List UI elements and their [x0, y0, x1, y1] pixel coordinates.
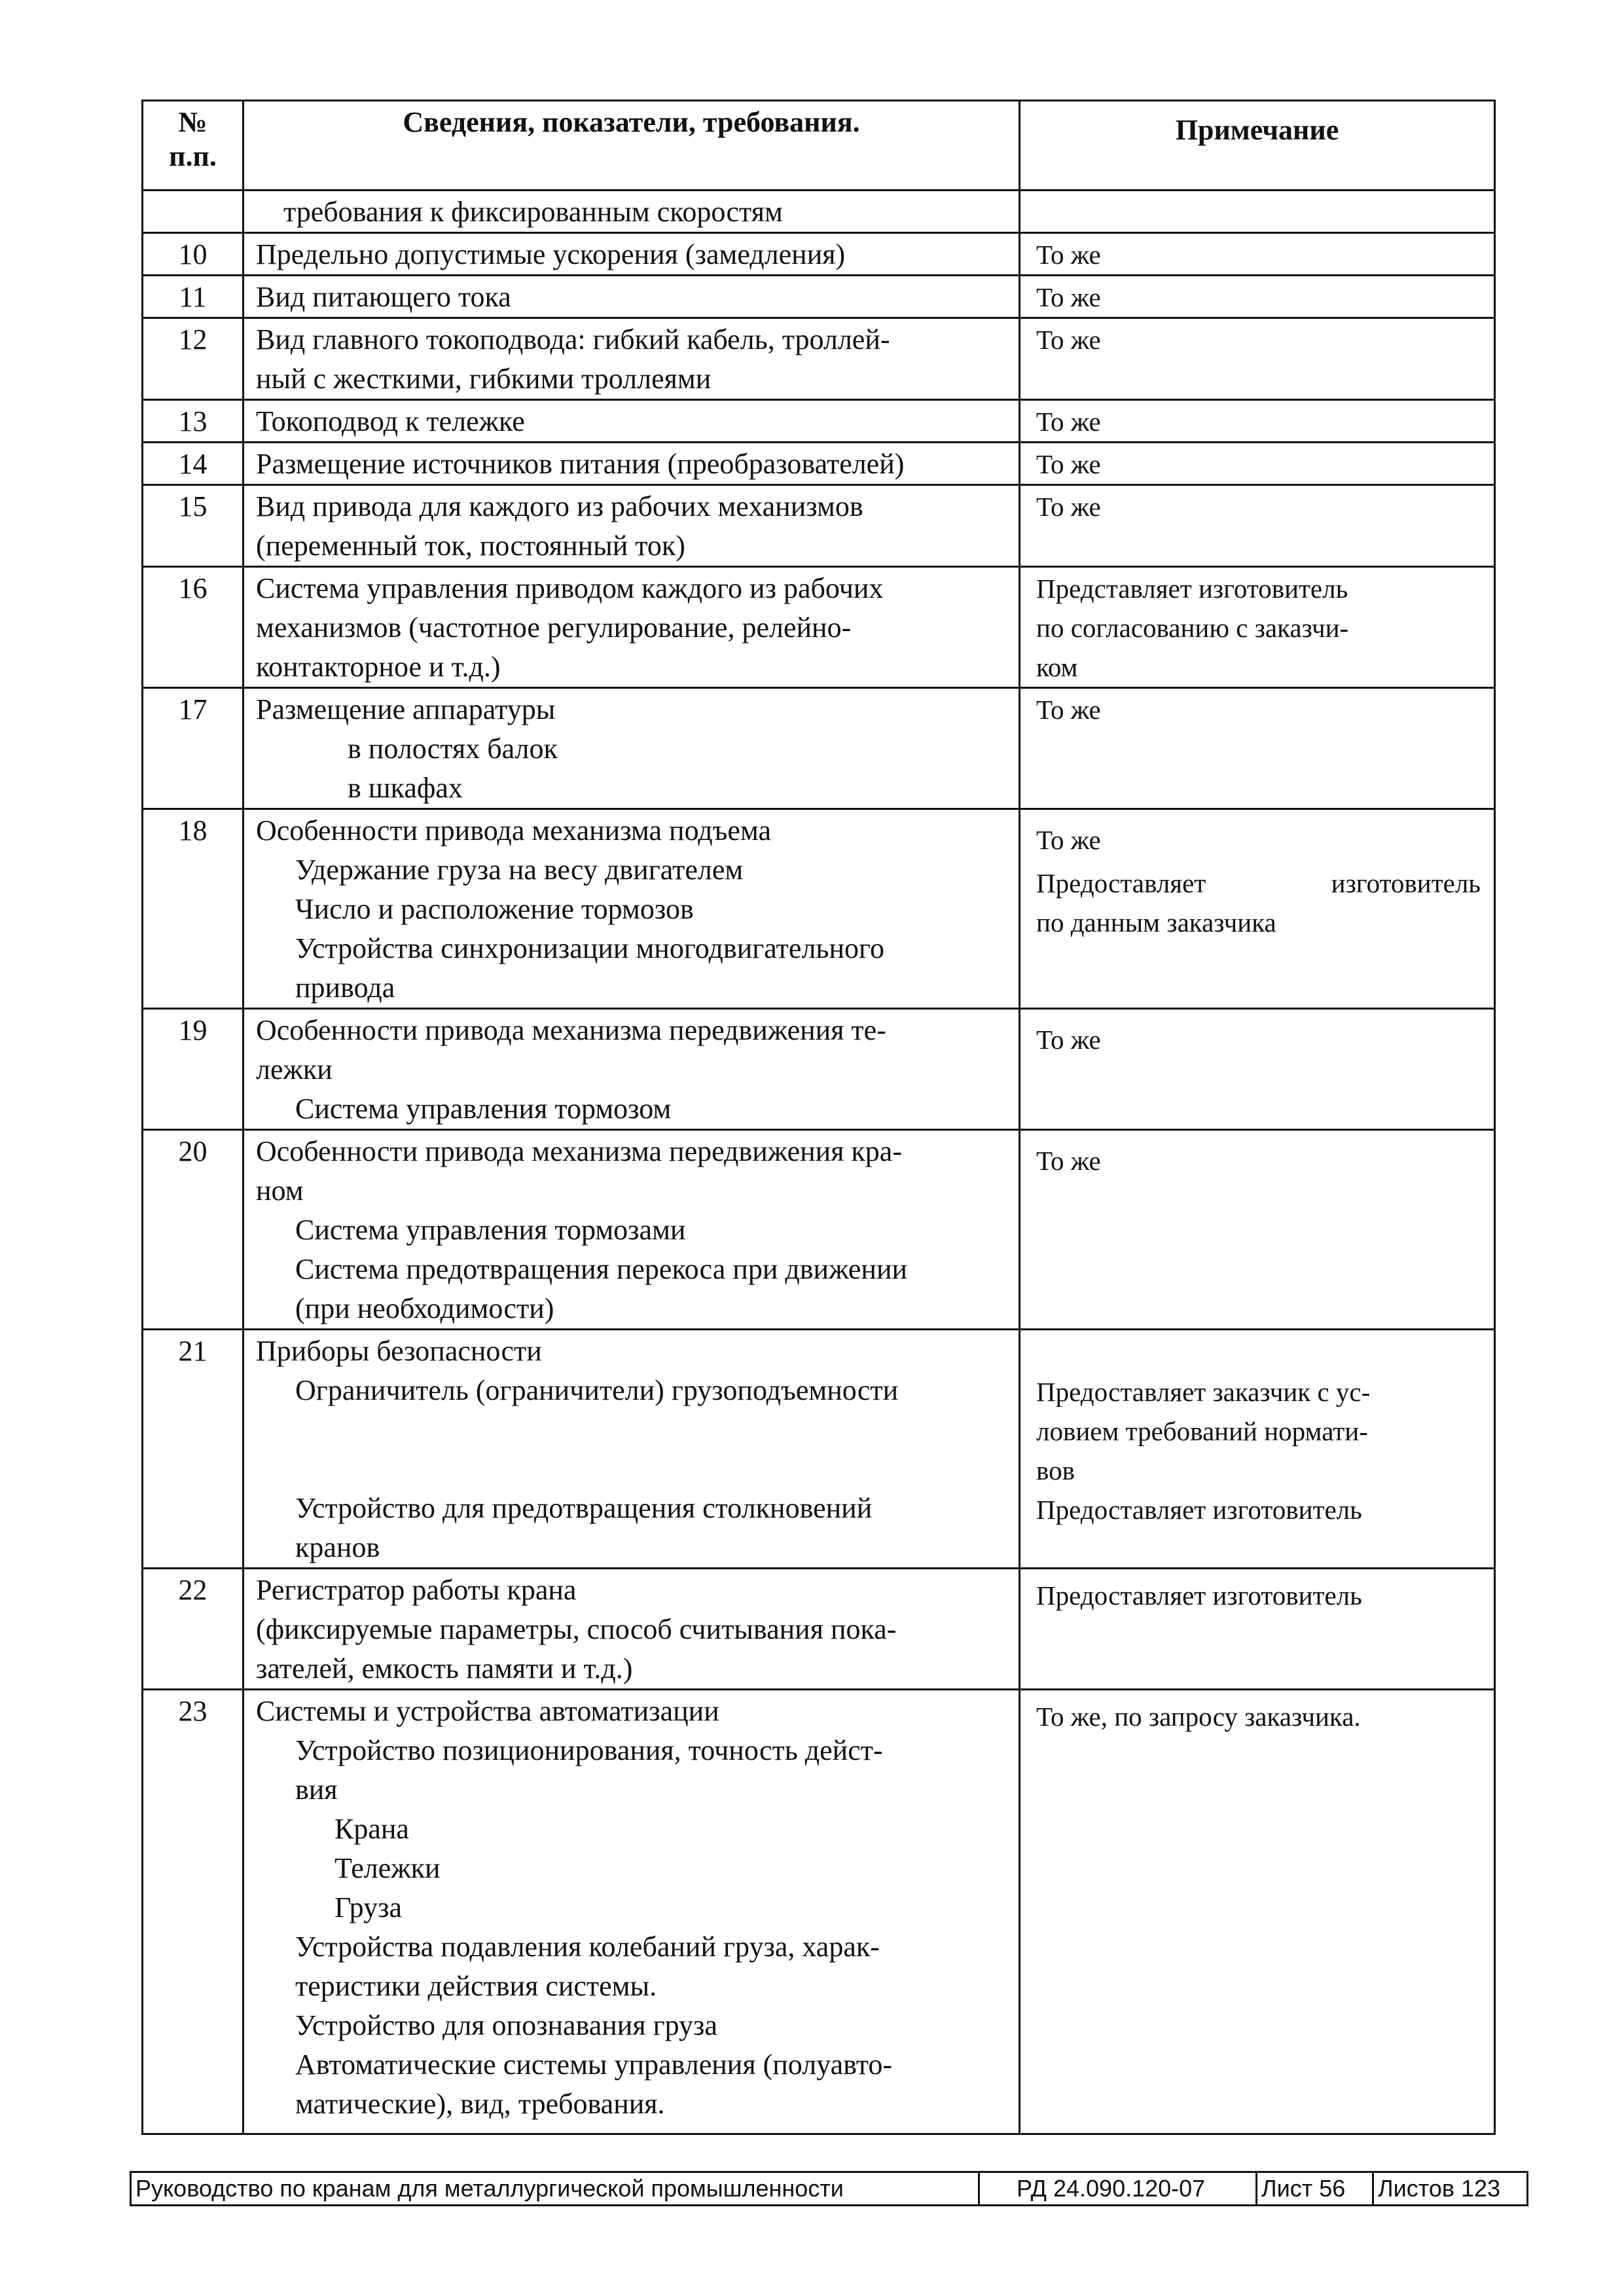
- row-num: 23: [143, 1690, 244, 2134]
- note-line: То же: [1036, 449, 1101, 479]
- row-num: 19: [143, 1009, 244, 1130]
- desc-line: Размещение аппаратуры: [256, 693, 556, 725]
- footer-sheet: Лист 56: [1257, 2172, 1373, 2206]
- desc-line: Устройства синхронизации многодвигательного: [295, 932, 884, 964]
- desc-line: Тележки: [334, 1852, 441, 1884]
- row-num: 20: [143, 1130, 244, 1330]
- row-note: [1020, 688, 1495, 809]
- desc-line: Приборы безопасности: [256, 1335, 542, 1367]
- row-note: [1020, 1009, 1495, 1130]
- table-row: [143, 1130, 1495, 1330]
- header-num: № п.п.: [143, 101, 244, 191]
- desc-line: кранов: [295, 1531, 380, 1563]
- note-line: вов: [1036, 1455, 1075, 1485]
- desc-line: Особенности привода механизма подъема: [256, 814, 772, 847]
- row-num: 15: [143, 485, 244, 567]
- desc-line: ном: [256, 1175, 304, 1207]
- table-row-continuation: [143, 191, 1495, 233]
- note-line: То же, по запросу заказчика.: [1036, 1702, 1361, 1732]
- row-desc: [244, 443, 1020, 485]
- row-note: [1020, 191, 1495, 233]
- row-desc: [244, 400, 1020, 443]
- row-num: 21: [143, 1330, 244, 1569]
- note-line: То же: [1036, 825, 1101, 855]
- desc-line: Вид привода для каждого из рабочих механизмов: [256, 490, 863, 522]
- row-num: 17: [143, 688, 244, 809]
- desc-line: теристики действия системы.: [295, 1970, 657, 2002]
- note-line: То же: [1036, 325, 1101, 355]
- desc-line: Токоподвод к тележке: [256, 405, 525, 437]
- table-row: [143, 567, 1495, 688]
- desc-line: (переменный ток, постоянный ток): [256, 530, 685, 562]
- document-footer: [130, 2171, 1528, 2206]
- table-row: [143, 318, 1495, 400]
- table-header-row: [143, 101, 1495, 191]
- table-row: [143, 233, 1495, 276]
- note-line: То же: [1036, 1146, 1101, 1176]
- note-line: Предоставляет изготовитель: [1036, 1580, 1362, 1611]
- desc-line: Груза: [334, 1891, 402, 1923]
- note-line: Предоставляет заказчик с ус-: [1036, 1377, 1371, 1407]
- row-num: 22: [143, 1569, 244, 1690]
- desc-line: Устройство для предотвращения столкновений: [295, 1492, 873, 1524]
- desc-line: Устройство позиционирования, точность дейст-: [295, 1734, 883, 1766]
- footer-code: РД 24.090.120-07: [979, 2172, 1257, 2206]
- header-note: Примечание: [1020, 101, 1495, 191]
- table-row: [143, 1009, 1495, 1130]
- row-desc: [244, 567, 1020, 688]
- note-line: по согласованию с заказчи-: [1036, 613, 1349, 643]
- desc-line: Устройство для опознавания груза: [295, 2009, 717, 2041]
- row-desc: [244, 688, 1020, 809]
- desc-line: Система управления приводом каждого из рабочих: [256, 572, 884, 604]
- row-desc: [244, 1330, 1020, 1569]
- row-num: 11: [143, 276, 244, 318]
- desc-line: вия: [295, 1774, 338, 1806]
- row-note: [1020, 1330, 1495, 1569]
- table-row: [143, 276, 1495, 318]
- row-note: [1020, 1569, 1495, 1690]
- desc-line: Удержание груза на весу двигателем: [295, 854, 744, 886]
- desc-line: Регистратор работы крана: [256, 1574, 577, 1606]
- note-line: ком: [1036, 652, 1078, 682]
- desc-line: Особенности привода механизма передвижения кра-: [256, 1135, 902, 1167]
- row-note: [1020, 1690, 1495, 2134]
- note-line: Представляет изготовитель: [1036, 574, 1348, 604]
- row-desc: [244, 809, 1020, 1009]
- row-desc: [244, 233, 1020, 276]
- table-row: [143, 688, 1495, 809]
- row-note: [1020, 318, 1495, 400]
- row-desc: [244, 1569, 1020, 1690]
- note-line: То же: [1036, 1025, 1101, 1055]
- row-note: [1020, 400, 1495, 443]
- row-note: [1020, 485, 1495, 567]
- row-note: [1020, 567, 1495, 688]
- note-line: То же: [1036, 492, 1101, 522]
- note-line: То же: [1036, 282, 1101, 312]
- row-note: [1020, 1130, 1495, 1330]
- desc-line: Автоматические системы управления (полуавто-: [295, 2049, 893, 2081]
- desc-line: Системы и устройства автоматизации: [256, 1695, 719, 1727]
- requirements-table: [141, 100, 1496, 2135]
- row-num: 13: [143, 400, 244, 443]
- row-desc: [244, 485, 1020, 567]
- note-line: ловием требований нормати-: [1036, 1416, 1368, 1446]
- desc-line: Вид главного токоподвода: гибкий кабель, троллей-: [256, 323, 890, 355]
- desc-line: зателей, емкость памяти и т.д.): [256, 1652, 633, 1685]
- note-line: по данным заказчика: [1036, 907, 1276, 938]
- row-desc: [244, 318, 1020, 400]
- table-row: [143, 1330, 1495, 1569]
- table-row: [143, 485, 1495, 567]
- desc-line: в полостях балок: [348, 733, 558, 765]
- header-desc: Сведения, показатели, требования.: [244, 101, 1020, 191]
- desc-line: (фиксируемые параметры, способ считывания пока-: [256, 1613, 897, 1645]
- table-row: [143, 1690, 1495, 2134]
- table-row: [143, 809, 1495, 1009]
- table-row: [143, 400, 1495, 443]
- desc-line: Устройства подавления колебаний груза, харак-: [295, 1931, 880, 1963]
- desc-line: Число и расположение тормозов: [295, 893, 694, 925]
- note-line: То же: [1036, 240, 1101, 270]
- table-row: [143, 1569, 1495, 1690]
- table-row: [143, 443, 1495, 485]
- desc-line: ный с жесткими, гибкими троллеями: [256, 363, 712, 395]
- row-num: 16: [143, 567, 244, 688]
- note-line: То же: [1036, 407, 1101, 437]
- note-line: То же: [1036, 695, 1101, 725]
- row-note: [1020, 443, 1495, 485]
- desc-line: механизмов (частотное регулирование, релейно-: [256, 611, 852, 644]
- row-note: [1020, 809, 1495, 1009]
- row-note: [1020, 233, 1495, 276]
- desc-line: в шкафах: [348, 772, 463, 804]
- row-num: 18: [143, 809, 244, 1009]
- desc-line: Предельно допустимые ускорения (замедления): [256, 238, 846, 270]
- row-num: 14: [143, 443, 244, 485]
- desc-line: матические), вид, требования.: [295, 2088, 665, 2120]
- row-desc: [244, 1690, 1020, 2134]
- desc-line: лежки: [256, 1053, 333, 1085]
- desc-line: Вид питающего тока: [256, 281, 511, 313]
- footer-title: Руководство по кранам для металлургической промышленности: [131, 2172, 979, 2206]
- note-line: Предоставляет изготовитель: [1036, 868, 1481, 898]
- desc-line: контакторное и т.д.): [256, 651, 501, 683]
- desc-line: Крана: [334, 1813, 409, 1845]
- desc-line: Размещение источников питания (преобразователей): [256, 448, 905, 480]
- row-desc: [244, 1130, 1020, 1330]
- note-line: Предоставляет изготовитель: [1036, 1495, 1362, 1525]
- desc-line: требования к фиксированным скоростям: [283, 196, 783, 228]
- desc-line: Ограничитель (ограничители) грузоподъемности: [295, 1374, 899, 1406]
- desc-line: Система управления тормозом: [295, 1093, 672, 1125]
- row-desc: [244, 276, 1020, 318]
- desc-line: (при необходимости): [295, 1292, 554, 1324]
- desc-line: Система предотвращения перекоса при движении: [295, 1253, 908, 1285]
- row-num: 10: [143, 233, 244, 276]
- desc-line: Особенности привода механизма передвижения те-: [256, 1014, 886, 1046]
- row-note: [1020, 276, 1495, 318]
- desc-line: привода: [295, 972, 395, 1004]
- row-num: 12: [143, 318, 244, 400]
- row-num: [143, 191, 244, 233]
- footer-sheets: Листов 123: [1373, 2172, 1528, 2206]
- row-desc: [244, 1009, 1020, 1130]
- desc-line: Система управления тормозами: [295, 1214, 686, 1246]
- row-desc: [244, 191, 1020, 233]
